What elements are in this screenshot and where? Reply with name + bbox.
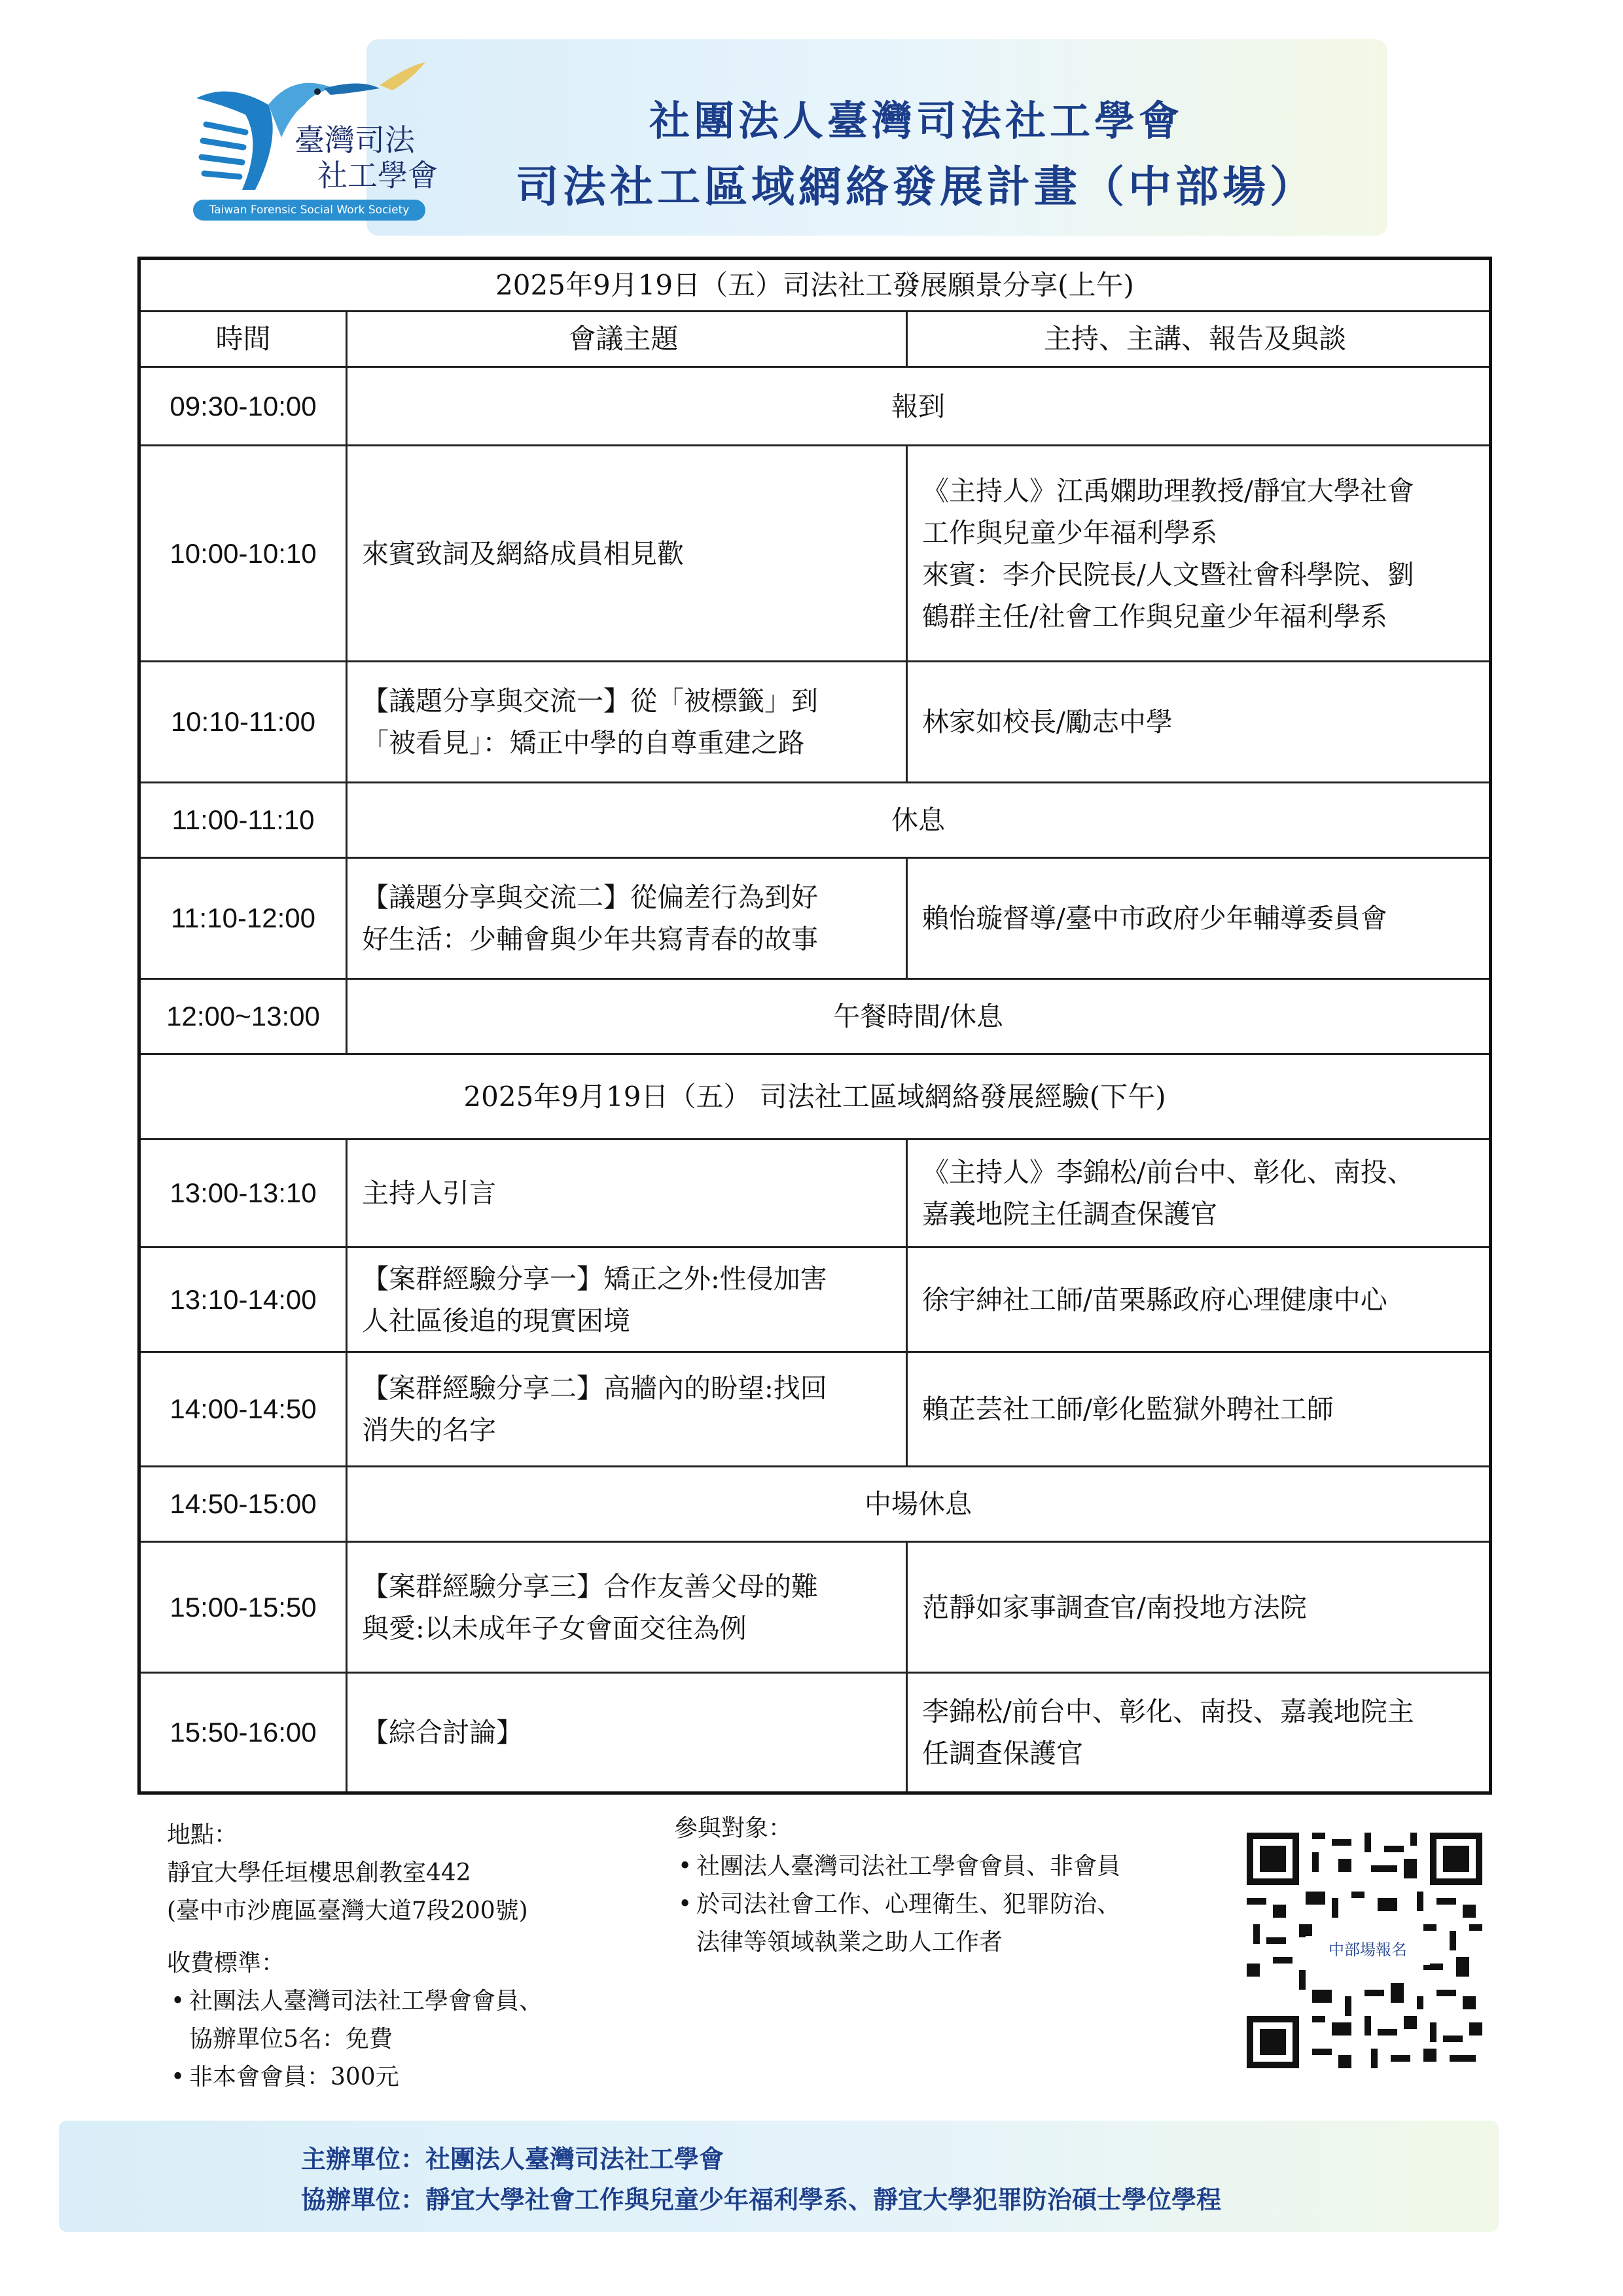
row-speaker: 范靜如家事調查官/南投地方法院 — [922, 1591, 1307, 1623]
row-span-label: 報到 — [891, 390, 945, 422]
fee-item-nonmember: • 非本會會員：300元 — [167, 2058, 704, 2096]
logo-name-line2: 社工學會 — [317, 158, 438, 193]
morning-heading-row — [141, 260, 1489, 312]
row-span-label: 休息 — [891, 804, 945, 836]
schedule-table — [137, 257, 1492, 1795]
row-topic: 主持人引言 — [362, 1177, 496, 1209]
row-speaker: 賴怡璇督導/臺中市政府少年輔導委員會 — [922, 903, 1387, 934]
row-time: 15:00-15:50 — [141, 1543, 348, 1672]
row-topic: 來賓致詞及網絡成員相見歡 — [362, 537, 684, 569]
audience-item-professionals: • 於司法社會工作、心理衛生、犯罪防治、 法律等領域執業之助人工作者 — [674, 1886, 1237, 1962]
afternoon-heading: 2025年9月19日（五） 司法社工區域網絡發展經驗(下午) — [463, 1080, 1166, 1113]
table-row — [141, 783, 1489, 859]
fee-label: 收費標準： — [167, 1950, 285, 1977]
location-label: 地點： — [167, 1821, 238, 1848]
plan-title: 司法社工區域網絡發展計畫（中部場） — [516, 161, 1317, 212]
co-organizer-line: 協辦單位：靜宜大學社會工作與兒童少年福利學系、靜宜大學犯罪防治碩士學位學程 — [301, 2185, 1222, 2214]
header-topic: 會議主題 — [348, 312, 908, 366]
row-time: 10:10-11:00 — [141, 662, 348, 781]
row-topic: 【案群經驗分享一】矯正之外:性侵加害 人社區後追的現實困境 — [362, 1263, 827, 1336]
row-speaker: 《主持人》李錦松/前台中、彰化、南投、 嘉義地院主任調查保護官 — [922, 1157, 1414, 1230]
logo-english-name: Taiwan Forensic Social Work Society — [193, 200, 425, 221]
table-row — [141, 1674, 1489, 1791]
table-row — [141, 446, 1489, 662]
header-speaker: 主持、主講、報告及與談 — [1043, 323, 1346, 355]
row-time: 14:00-14:50 — [141, 1353, 348, 1465]
row-time: 10:00-10:10 — [141, 446, 348, 660]
row-time: 11:10-12:00 — [141, 859, 348, 978]
organization-title: 社團法人臺灣司法社工學會 — [649, 97, 1183, 145]
table-row — [141, 662, 1489, 783]
location-line2: (臺中市沙鹿區臺灣大道7段200號) — [167, 1897, 528, 1924]
row-time: 13:10-14:00 — [141, 1248, 348, 1351]
row-speaker: 《主持人》江禹嫻助理教授/靜宜大學社會 工作與兒童少年福利學系 來賓：李介民院長/人文暨社會科學院、劉 鶴群主任/社會工作與兒童少年福利學系 — [922, 475, 1414, 632]
audience-item-members: • 社團法人臺灣司法社工學會會員、非會員 — [674, 1848, 1237, 1886]
table-row — [141, 1248, 1489, 1353]
audience-block — [674, 1810, 1237, 1962]
row-time: 13:00-13:10 — [141, 1140, 348, 1246]
row-time: 14:50-15:00 — [141, 1467, 348, 1541]
afternoon-heading-row — [141, 1055, 1489, 1140]
table-header-row — [141, 312, 1489, 368]
table-row — [141, 1467, 1489, 1543]
table-row — [141, 859, 1489, 980]
row-speaker: 徐宇紳社工師/苗栗縣政府心理健康中心 — [922, 1283, 1387, 1316]
location-fee-block — [167, 1816, 704, 2096]
row-topic: 【案群經驗分享二】高牆內的盼望:找回 消失的名字 — [362, 1372, 827, 1446]
row-speaker: 林家如校長/勵志中學 — [922, 706, 1173, 738]
row-time: 15:50-16:00 — [141, 1674, 348, 1791]
row-time: 09:30-10:00 — [141, 368, 348, 444]
table-row — [141, 1543, 1489, 1674]
location-line1: 靜宜大學任垣樓思創教室442 — [167, 1859, 471, 1886]
fee-item-member: • 社團法人臺灣司法社工學會會員、 協辦單位5名：免費 — [167, 1982, 704, 2058]
table-row — [141, 1140, 1489, 1248]
table-row — [141, 980, 1489, 1055]
row-topic: 【案群經驗分享三】合作友善父母的難 與愛:以未成年子女會面交往為例 — [362, 1570, 818, 1644]
logo-name-line1: 臺灣司法 — [294, 122, 415, 158]
row-time: 11:00-11:10 — [141, 783, 348, 857]
row-span-label: 中場休息 — [865, 1488, 972, 1520]
morning-heading: 2025年9月19日（五）司法社工發展願景分享(上午) — [495, 268, 1134, 301]
row-time: 12:00~13:00 — [141, 980, 348, 1053]
row-speaker: 賴芷芸社工師/彰化監獄外聘社工師 — [922, 1393, 1334, 1425]
row-speaker: 李錦松/前台中、彰化、南投、嘉義地院主 任調查保護官 — [922, 1696, 1414, 1769]
organizer-line: 主辦單位：社團法人臺灣司法社工學會 — [301, 2144, 724, 2174]
row-topic: 【議題分享與交流二】從偏差行為到好 好生活：少輔會與少年共寫青春的故事 — [362, 882, 818, 955]
table-row — [141, 1353, 1489, 1467]
audience-label: 參與對象： — [674, 1815, 793, 1842]
row-topic: 【議題分享與交流一】從「被標籤」到 「被看見」：矯正中學的自尊重建之路 — [362, 685, 818, 759]
row-span-label: 午餐時間/休息 — [833, 1001, 1003, 1032]
row-topic: 【綜合討論】 — [362, 1717, 523, 1748]
qr-code-label: 中部場報名 — [1306, 1936, 1430, 1965]
table-row — [141, 368, 1489, 446]
header-time: 時間 — [141, 312, 348, 366]
